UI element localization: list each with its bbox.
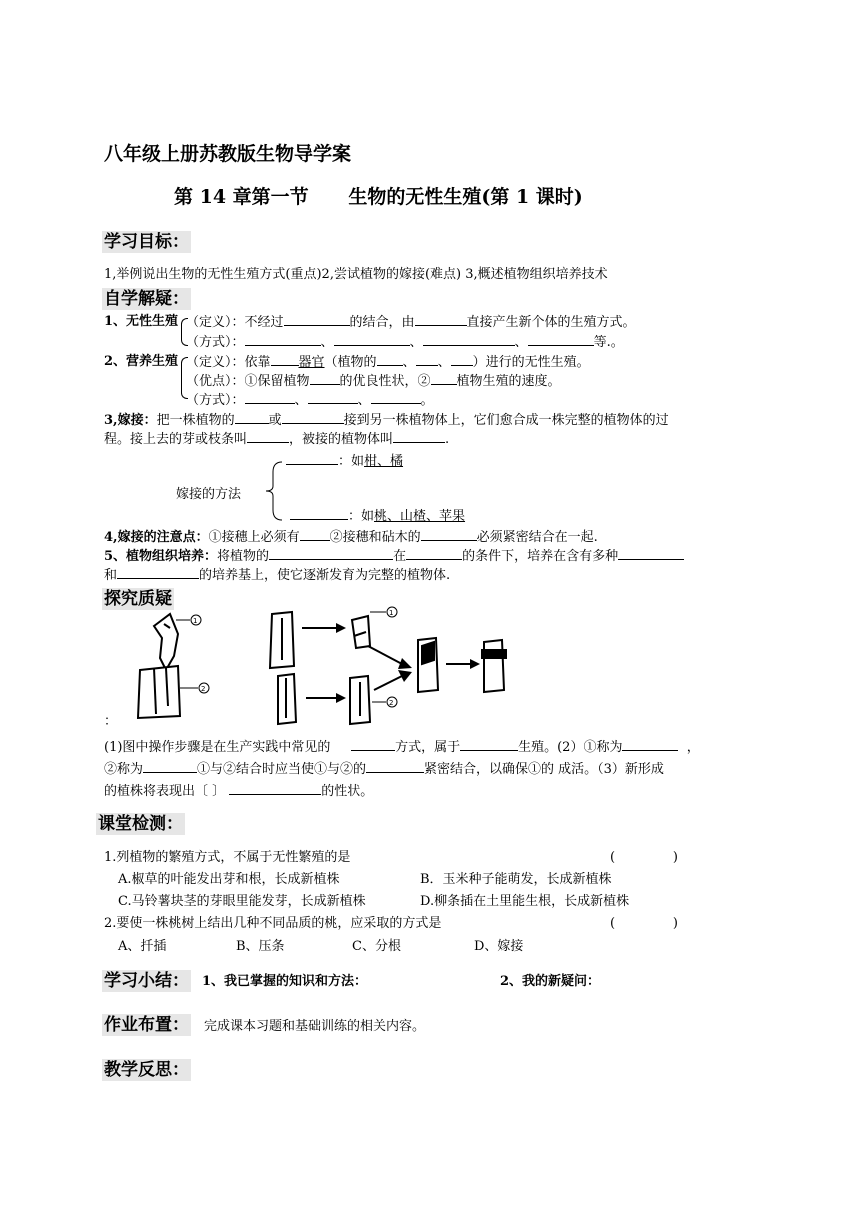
summary-heading: 学习小结： — [104, 971, 189, 991]
summary-item-2: 2、我的新疑问： — [500, 974, 601, 989]
svg-text:2: 2 — [389, 699, 394, 707]
check-q2-option-b: B、压条 — [236, 939, 285, 954]
stock-left — [138, 666, 180, 718]
homework-text: 完成课本习题和基础训练的相关内容。 — [204, 1019, 426, 1034]
method-label: 嫁接的方法 — [176, 487, 242, 502]
check-q1-option-c: C.马铃薯块茎的芽眼里能发芽，长成新植株 — [118, 894, 366, 909]
check-q1: 1.列植物的繁殖方式，不属于无性繁殖的是 — [104, 850, 351, 865]
explore-p2: ②称为 ①与②结合时应当使①与②的 紧密结合，以确保①的 成活。（3）新形成 — [104, 762, 664, 777]
check-q2-option-a: A、扦插 — [118, 939, 167, 954]
check-q2-option-c: C、分根 — [352, 939, 401, 954]
check-heading: 课堂检测： — [98, 814, 183, 834]
svg-text:1: 1 — [193, 617, 198, 625]
check-q1-paren: ( ) — [610, 850, 678, 865]
q2-label: 2、营养生殖 — [104, 354, 179, 369]
scion-left — [154, 614, 178, 670]
q3-line1: 3,嫁接：把一株植物的 或 接到另一株植物体上，它们愈合成一株完整的植物体的过 — [104, 413, 669, 428]
check-q2-option-d: D、嫁接 — [474, 939, 524, 954]
check-q2: 2.要使一株桃树上结出几种不同品质的桃，应采取的方式是 — [104, 916, 442, 931]
goals-text: 1,举例说出生物的无性生殖方式(重点)2,尝试植物的嫁接(难点) 3,概述植物组织培养技术 — [104, 267, 608, 282]
svg-text:2: 2 — [201, 685, 206, 693]
check-q1-option-d: D.柳条插在土里能生根，长成新植株 — [420, 894, 630, 909]
homework-heading: 作业布置： — [104, 1015, 189, 1035]
reflection-heading: 教学反思： — [104, 1060, 189, 1080]
q3-line2: 程。接上去的芽或枝条叫 ，被接的植物体叫 . — [104, 432, 450, 447]
q2-advantages: （优点）：①保留植物 的优良性状，② 植物生殖的速度。 — [186, 374, 561, 389]
grafting-diagram — [130, 606, 570, 726]
explore-heading: 探究质疑 — [104, 589, 172, 609]
q4-line: 4,嫁接的注意点：①接穗上必须有 ②接穗和砧木的 必须紧密结合在一起. — [104, 530, 598, 545]
q1-definition: （定义）：不经过 的结合，由 直接产生新个体的生殖方式。 — [186, 315, 636, 330]
method-2: ：如桃、山楂、苹果 — [290, 507, 465, 526]
check-q1-option-a: A.椒草的叶能发出芽和根，长成新植株 — [118, 872, 340, 887]
check-q2-paren: ( ) — [610, 916, 678, 931]
q1-methods: （方式）： 、 、 、 等.。 — [186, 335, 624, 350]
q5-line1: 5、植物组织培养：将植物的 在 的条件下，培养在含有多种 — [104, 547, 684, 566]
explore-colon: ： — [104, 714, 118, 729]
goals-heading: 学习目标： — [104, 232, 189, 252]
chapter-title: 第 14 章第一节 生物的无性生殖(第 1 课时) — [174, 186, 583, 208]
document-title: 八年级上册苏教版生物导学案 — [104, 143, 352, 165]
q2-methods: （方式）： 、 、 。 — [186, 393, 434, 408]
q2-definition: （定义）：依靠 器官（植物的 、 、 ）进行的无性生殖。 — [186, 355, 590, 370]
q1-label: 1、无性生殖 — [104, 314, 179, 329]
self-study-heading: 自学解疑： — [104, 289, 189, 309]
check-q1-option-b: B．玉米种子能萌发，长成新植株 — [420, 872, 612, 887]
explore-p1: (1)图中操作步骤是在生产实践中常见的 方式，属于 生殖。(2）①称为 ， — [104, 740, 700, 755]
explore-p3: 的植株将表现出〔 〕 的性状。 — [104, 784, 374, 799]
summary-item-1: 1、我已掌握的知识和方法： — [202, 974, 368, 989]
q5-line2: 和 的培养基上，使它逐渐发育为完整的植物体. — [104, 568, 451, 583]
svg-text:1: 1 — [389, 609, 394, 617]
method-1: ：如柑、橘 — [286, 452, 403, 471]
